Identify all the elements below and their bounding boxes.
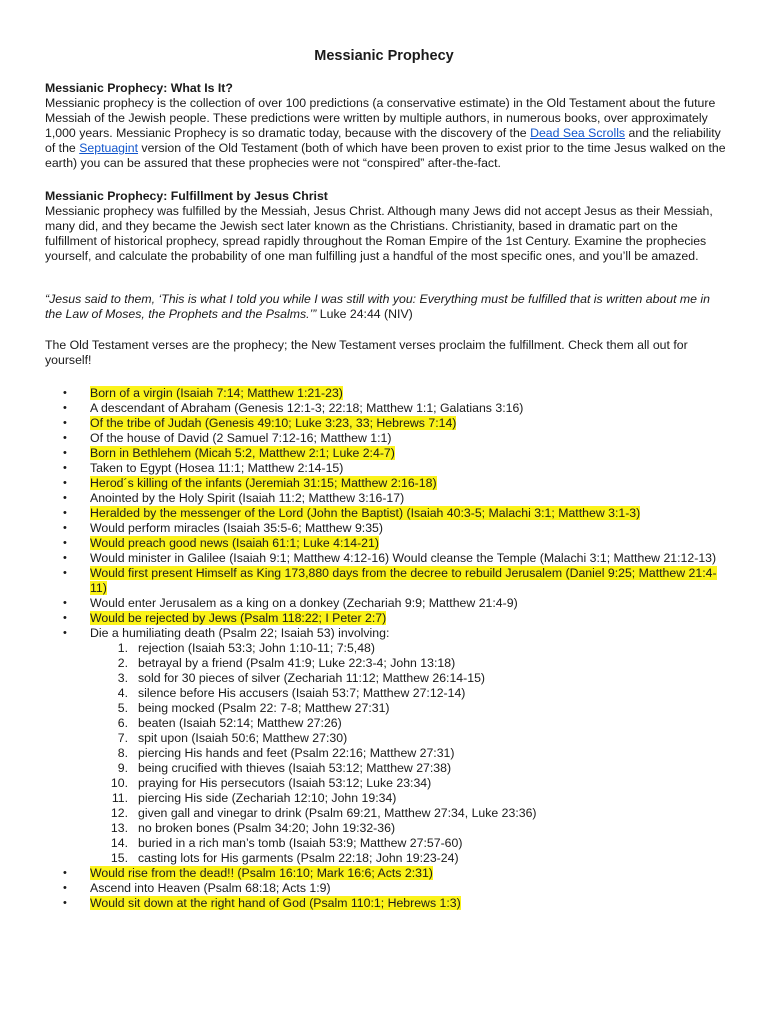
prophecy-text: Heralded by the messenger of the Lord (John the Baptist) (Isaiah 40:3-5; Malachi 3:1; Matthew 3:1-3) bbox=[90, 506, 641, 520]
prophecy-item bbox=[45, 566, 725, 596]
prophecy-item bbox=[45, 476, 725, 491]
sub-item-text: betrayal by a friend (Psalm 41:9; Luke 22:3-4; John 13:18) bbox=[138, 656, 456, 670]
item-number: 13. bbox=[110, 821, 128, 835]
sub-item-text: sold for 30 pieces of silver (Zechariah 11:12; Matthew 26:14-15) bbox=[138, 671, 485, 685]
item-number: 9. bbox=[117, 761, 128, 775]
prophecy-list bbox=[45, 386, 725, 911]
quote-text: “Jesus said to them, ‘This is what I told you while I was still with you: Everything must be fulfilled that is written about me in the Law of Moses, the Prophets and the Psalms.’” bbox=[45, 292, 710, 321]
prophecy-text: Of the house of David (2 Samuel 7:12-16; Matthew 1:1) bbox=[90, 431, 392, 445]
item-number: 14. bbox=[110, 836, 128, 850]
prophecy-item bbox=[45, 866, 725, 881]
prophecy-item bbox=[45, 896, 725, 911]
prophecy-text: Anointed by the Holy Spirit (Isaiah 11:2; Matthew 3:16-17) bbox=[90, 491, 405, 505]
sub-item-text: being crucified with thieves (Isaiah 53:12; Matthew 27:38) bbox=[138, 761, 452, 775]
sub-list-item bbox=[90, 701, 725, 716]
sub-item-text: buried in a rich man’s tomb (Isaiah 53:9; Matthew 27:57-60) bbox=[138, 836, 463, 850]
prophecy-text: A descendant of Abraham (Genesis 12:1-3; 22:18; Matthew 1:1; Galatians 3:16) bbox=[90, 401, 524, 415]
prophecy-text: Would enter Jerusalem as a king on a donkey (Zechariah 9:9; Matthew 21:4-9) bbox=[90, 596, 518, 610]
sub-list-item bbox=[90, 746, 725, 761]
sub-item-text: no broken bones (Psalm 34:20; John 19:32-36) bbox=[138, 821, 396, 835]
prophecy-text: Born in Bethlehem (Micah 5:2, Matthew 2:1; Luke 2:4-7) bbox=[90, 446, 395, 460]
intro-paragraph bbox=[45, 338, 730, 368]
sub-list-item bbox=[90, 671, 725, 686]
section-paragraph: Messianic prophecy was fulfilled by the Messiah, Jesus Christ. Although many Jews did not accept Jesus as their Messiah, many did, and they became the Jewish sect later known as the Christians. Christianity, based in dramatic part on the fulfillment of historical prophecy, spread rapidly throughout the Roman Empire of the 1st Century. Examine the prophecies yourself, and calculate the probability of one man fulfilling just a handful of the most specific ones, and you’ll be amazed. bbox=[45, 204, 713, 263]
prophecy-item bbox=[45, 626, 725, 866]
item-number: 10. bbox=[110, 776, 128, 790]
item-number: 2. bbox=[117, 656, 128, 670]
prophecy-text: Of the tribe of Judah (Genesis 49:10; Luke 3:23, 33; Hebrews 7:14) bbox=[90, 416, 457, 430]
prophecy-item bbox=[45, 521, 725, 536]
prophecy-item bbox=[45, 506, 725, 521]
prophecy-item bbox=[45, 416, 725, 431]
prophecy-text: Would first present Himself as King 173,880 days from the decree to rebuild Jerusalem (Daniel 9:25; Matthew 21:4-11) bbox=[90, 566, 717, 595]
item-number: 5. bbox=[117, 701, 128, 715]
prophecy-item bbox=[45, 386, 725, 401]
prophecy-text: Ascend into Heaven (Psalm 68:18; Acts 1:9) bbox=[90, 881, 331, 895]
scripture-quote bbox=[45, 292, 730, 322]
prophecy-item bbox=[45, 491, 725, 506]
section-paragraph bbox=[45, 96, 730, 171]
sub-list-item bbox=[90, 806, 725, 821]
prophecy-item bbox=[45, 596, 725, 611]
paragraph-text: and the reliability of the bbox=[45, 126, 721, 155]
septuagint-link[interactable]: Septuagint bbox=[79, 141, 138, 155]
page-title: Messianic Prophecy bbox=[314, 48, 454, 64]
prophecy-text: Taken to Egypt (Hosea 11:1; Matthew 2:14-15) bbox=[90, 461, 344, 475]
prophecy-item bbox=[45, 446, 725, 461]
prophecy-item bbox=[45, 401, 725, 416]
section-heading: Messianic Prophecy: What Is It? bbox=[45, 81, 233, 95]
prophecy-text: Die a humiliating death (Psalm 22; Isaiah 53) involving: bbox=[90, 626, 390, 640]
sub-item-text: spit upon (Isaiah 50:6; Matthew 27:30) bbox=[138, 731, 348, 745]
sub-item-text: given gall and vinegar to drink (Psalm 69:21, Matthew 27:34, Luke 23:36) bbox=[138, 806, 537, 820]
sub-item-text: silence before His accusers (Isaiah 53:7; Matthew 27:12-14) bbox=[138, 686, 466, 700]
sub-item-text: praying for His persecutors (Isaiah 53:12; Luke 23:34) bbox=[138, 776, 432, 790]
prophecy-item bbox=[45, 611, 725, 626]
sub-list-item bbox=[90, 836, 725, 851]
prophecy-item bbox=[45, 431, 725, 446]
prophecy-text: Born of a virgin (Isaiah 7:14; Matthew 1:21-23) bbox=[90, 386, 343, 400]
item-number: 1. bbox=[117, 641, 128, 655]
item-number: 12. bbox=[110, 806, 128, 820]
sub-list-item bbox=[90, 716, 725, 731]
prophecy-text: Would preach good news (Isaiah 61:1; Luke 4:14-21) bbox=[90, 536, 379, 550]
sub-list-item bbox=[90, 776, 725, 791]
sub-list bbox=[90, 641, 725, 866]
paragraph-text: version of the Old Testament (both of which have been proven to exist prior to the time Jesus walked on the earth) you can be assured that these prophecies were not “conspired” after-the-fact. bbox=[45, 141, 726, 170]
sub-list-item bbox=[90, 821, 725, 836]
sub-item-text: beaten (Isaiah 52:14; Matthew 27:26) bbox=[138, 716, 342, 730]
section-fulfillment bbox=[45, 189, 730, 264]
sub-list-item bbox=[90, 686, 725, 701]
prophecy-text: Would perform miracles (Isaiah 35:5-6; Matthew 9:35) bbox=[90, 521, 383, 535]
sub-list-item bbox=[90, 641, 725, 656]
dead-sea-scrolls-link[interactable]: Dead Sea Scrolls bbox=[530, 126, 626, 140]
prophecy-text: Herod´s killing of the infants (Jeremiah 31:15; Matthew 2:16-18) bbox=[90, 476, 437, 490]
intro-text: The Old Testament verses are the prophecy; the New Testament verses proclaim the fulfillment. Check them all out for yourself! bbox=[45, 338, 688, 367]
quote-reference: Luke 24:44 (NIV) bbox=[316, 307, 413, 321]
item-number: 11. bbox=[111, 791, 128, 805]
sub-item-text: piercing His hands and feet (Psalm 22:16; Matthew 27:31) bbox=[138, 746, 455, 760]
prophecy-item bbox=[45, 536, 725, 551]
sub-item-text: casting lots for His garments (Psalm 22:18; John 19:23-24) bbox=[138, 851, 459, 865]
prophecy-item bbox=[45, 551, 725, 566]
item-number: 7. bbox=[117, 731, 128, 745]
prophecy-text: Would be rejected by Jews (Psalm 118:22; I Peter 2:7) bbox=[90, 611, 387, 625]
sub-list-item bbox=[90, 851, 725, 866]
prophecy-text: Would sit down at the right hand of God (Psalm 110:1; Hebrews 1:3) bbox=[90, 896, 461, 910]
prophecy-text: Would minister in Galilee (Isaiah 9:1; Matthew 4:12-16) Would cleanse the Temple (Malachi 3:1; Matthew 21:12-13) bbox=[90, 551, 717, 565]
sub-list-item bbox=[90, 731, 725, 746]
item-number: 15. bbox=[110, 851, 128, 865]
sub-list-item bbox=[90, 761, 725, 776]
prophecy-item bbox=[45, 881, 725, 896]
prophecy-item bbox=[45, 461, 725, 476]
prophecy-text: Would rise from the dead!! (Psalm 16:10; Mark 16:6; Acts 2:31) bbox=[90, 866, 433, 880]
sub-item-text: piercing His side (Zechariah 12:10; John 19:34) bbox=[138, 791, 397, 805]
paragraph-text: Messianic prophecy is the collection of over 100 predictions (a conservative estimate) in the Old Testament about the future Messiah of the Jewish people. These predictions were written by multiple authors, in numerous books, over approximately 1,000 years. Messianic Prophecy is so dramatic today, because with the discovery of the bbox=[45, 96, 716, 140]
sub-item-text: being mocked (Psalm 22: 7-8; Matthew 27:31) bbox=[138, 701, 390, 715]
section-heading: Messianic Prophecy: Fulfillment by Jesus Christ bbox=[45, 189, 328, 203]
section-what-is-it bbox=[45, 81, 730, 171]
sub-item-text: rejection (Isaiah 53:3; John 1:10-11; 7:5,48) bbox=[138, 641, 375, 655]
sub-list-item bbox=[90, 791, 725, 806]
item-number: 3. bbox=[117, 671, 128, 685]
item-number: 4. bbox=[117, 686, 128, 700]
sub-list-item bbox=[90, 656, 725, 671]
item-number: 6. bbox=[117, 716, 128, 730]
item-number: 8. bbox=[117, 746, 128, 760]
